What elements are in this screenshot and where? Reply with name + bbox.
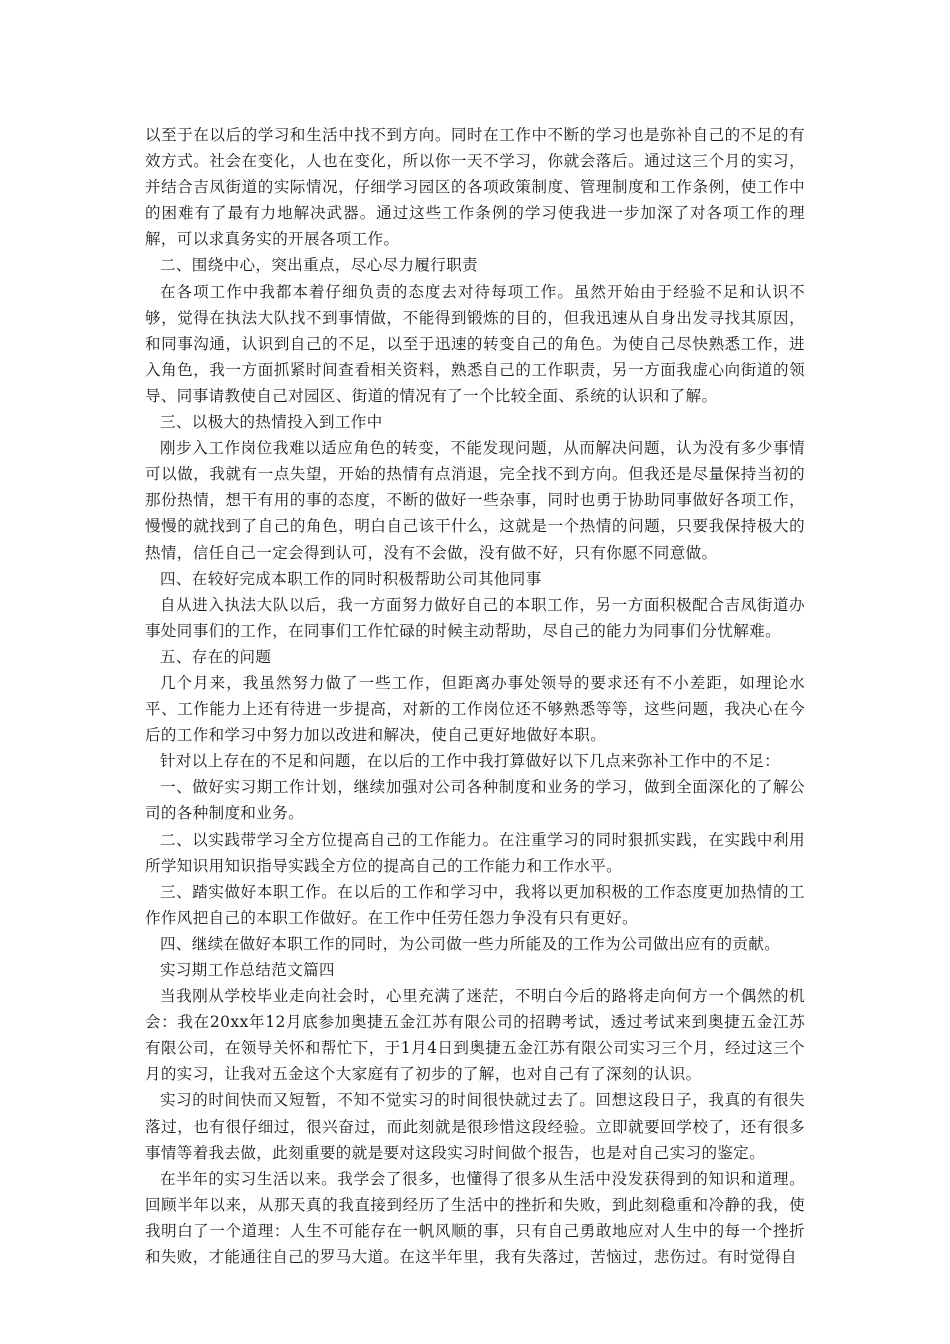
section-heading: 三、以极大的热情投入到工作中 [160,413,383,432]
body-paragraph: 当我刚从学校毕业走向社会时，心里充满了迷茫，不明白今后的路将走向何方一个偶然的机会：我在20xx年12月底参加奥捷五金江苏有限公司的招聘考试，透过考试来到奥捷五金江苏有限公司，在领导关怀和帮忙下，于1月4日到奥捷五金江苏有限公司实习三个月，经过这三个月的实习，让我对五金这个大家庭有了初步的了解，也对自己有了深刻的认识。 [145,987,805,1084]
body-paragraph: 几个月来，我虽然努力做了一些工作，但距离办事处领导的要求还有不小差距，如理论水平、工作能力上还有待进一步提高，对新的工作岗位还不够熟悉等等，这些问题，我决心在今后的工作和学习中努力加以改进和解决，使自己更好地做好本职。 [145,673,805,745]
list-item: 四、继续在做好本职工作的同时，为公司做一些力所能及的工作为公司做出应有的贡献。 [160,934,781,953]
body-paragraph: 刚步入工作岗位我难以适应角色的转变，不能发现问题，从而解决问题，认为没有多少事情可以做，我就有一点失望，开始的热情有点消退，完全找不到方向。但我还是尽量保持当初的那份热情，想干有用的事的态度，不断的做好一些杂事，同时也勇于协助同事做好各项工作，慢慢的就找到了自己的角色，明白自己该干什么，这就是一个热情的问题，只要我保持极大的热情，信任自己一定会得到认可，没有不会做，没有做不好，只有你愿不同意做。 [145,439,805,562]
body-paragraph: 自从进入执法大队以后，我一方面努力做好自己的本职工作，另一方面积极配合吉凤街道办事处同事们的工作，在同事们工作忙碌的时候主动帮助，尽自己的能力为同事们分忧解难。 [145,595,805,640]
list-item: 一、做好实习期工作计划，继续加强对公司各种制度和业务的学习，做到全面深化的了解公司的各种制度和业务。 [145,778,805,823]
list-item: 二、以实践带学习全方位提高自己的工作能力。在注重学习的同时狠抓实践，在实践中利用所学知识用知识指导实践全方位的提高自己的工作能力和工作水平。 [145,830,805,875]
body-paragraph: 以至于在以后的学习和生活中找不到方向。同时在工作中不断的学习也是弥补自己的不足的有效方式。社会在变化，人也在变化，所以你一天不学习，你就会落后。通过这三个月的实习，并结合吉凤街道的实际情况，仔细学习园区的各项政策制度、管理制度和工作条例，使工作中的困难有了最有力地解决武器。通过这些工作条例的学习使我进一步加深了对各项工作的理解，可以求真务实的开展各项工作。 [145,126,805,249]
document-page [145,122,805,1270]
body-paragraph: 在各项工作中我都本着仔细负责的态度去对待每项工作。虽然开始由于经验不足和认识不够，觉得在执法大队找不到事情做，不能得到锻炼的目的，但我迅速从自身出发寻找其原因，和同事沟通，认识到自己的不足，以至于迅速的转变自己的角色。为使自己尽快熟悉工作，进入角色，我一方面抓紧时间查看相关资料，熟悉自己的工作职责，另一方面我虚心向街道的领导、同事请教使自己对园区、街道的情况有了一个比较全面、系统的认识和了解。 [145,282,805,405]
section-heading: 二、围绕中心，突出重点，尽心尽力履行职责 [160,256,479,275]
body-paragraph: 针对以上存在的不足和问题，在以后的工作中我打算做好以下几点来弥补工作中的不足： [160,752,781,771]
body-paragraph: 实习的时间快而又短暂，不知不觉实习的时间很快就过去了。回想这段日子，我真的有很失落过，也有很仔细过，很兴奋过，而此刻就是很珍惜这段经验。立即就要回学校了，还有很多事情等着我去做，此刻重要的就是要对这段实习时间做个报告，也是对自己实习的鉴定。 [145,1091,805,1162]
article-title: 实习期工作总结范文篇四 [160,961,335,979]
section-heading: 四、在较好完成本职工作的同时积极帮助公司其他同事 [160,569,542,588]
section-heading: 五、存在的问题 [160,647,272,666]
body-paragraph: 在半年的实习生活以来。我学会了很多，也懂得了很多从生活中没发获得到的知识和道理。回顾半年以来，从那天真的我直接到经历了生活中的挫折和失败，到此刻稳重和冷静的我，使我明白了一个道理：人生不可能存在一帆风顺的事，只有自己勇敢地应对人生中的每一个挫折和失败，才能通往自己的罗马大道。在这半年里，我有失落过，苦恼过，悲伤过。有时觉得自 [145,1169,805,1267]
list-item: 三、踏实做好本职工作。在以后的工作和学习中，我将以更加积极的工作态度更加热情的工作作风把自己的本职工作做好。在工作中任劳任怨力争没有只有更好。 [145,882,805,927]
